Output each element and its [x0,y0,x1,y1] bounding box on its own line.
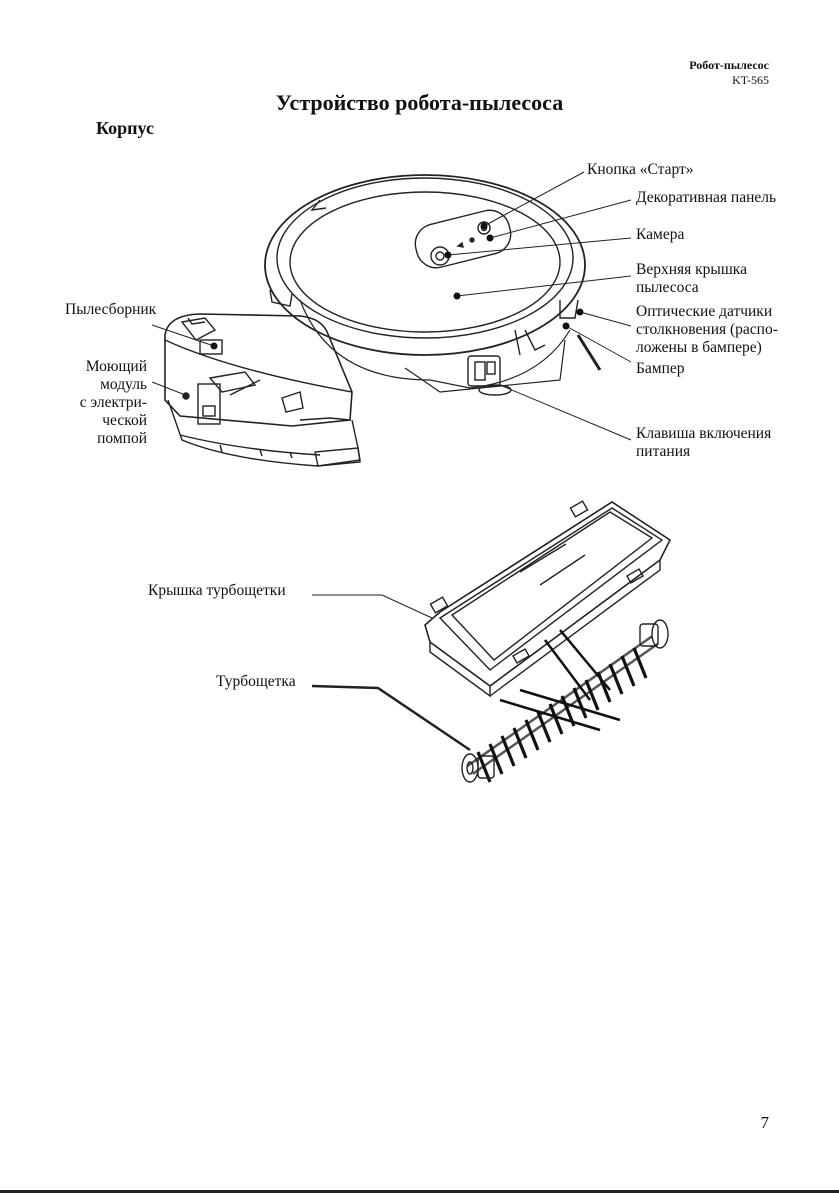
header-model: KT-565 [732,73,769,87]
label-wash-line5: помпой [97,430,147,447]
turbo-brush-drawing [462,620,668,782]
label-wash-line2: модуль [100,376,147,393]
label-start-button: Кнопка «Старт» [587,161,694,178]
label-decor-panel: Декоративная панель [636,189,777,206]
label-camera: Камера [636,226,685,243]
label-top-cover-line1: Верхняя крышка [636,261,747,278]
label-power-line2: питания [636,443,691,460]
header-title: Робот-пылесос [689,58,769,72]
label-bumper: Бампер [636,360,685,377]
label-brush-cover: Крышка турбощетки [148,582,286,599]
label-optical-line3: ложены в бампере) [636,339,762,356]
label-wash-line3: с электри- [79,394,147,411]
label-power-line1: Клавиша включения [636,425,772,442]
leader-lines [152,172,631,750]
label-optical-line1: Оптические датчики [636,303,773,320]
label-wash-line4: ческой [102,412,147,429]
label-optical-line2: столкновения (распо- [636,321,778,338]
label-wash-line1: Моющий [85,358,147,375]
label-turbo-brush: Турбощетка [216,673,296,690]
page-title: Устройство робота-пылесоса [275,90,564,115]
page-number: 7 [760,1113,769,1132]
label-dustbin: Пылесборник [65,301,157,318]
section-title: Корпус [96,118,154,138]
label-top-cover-line2: пылесоса [636,279,699,296]
brush-cover-drawing [425,501,670,696]
